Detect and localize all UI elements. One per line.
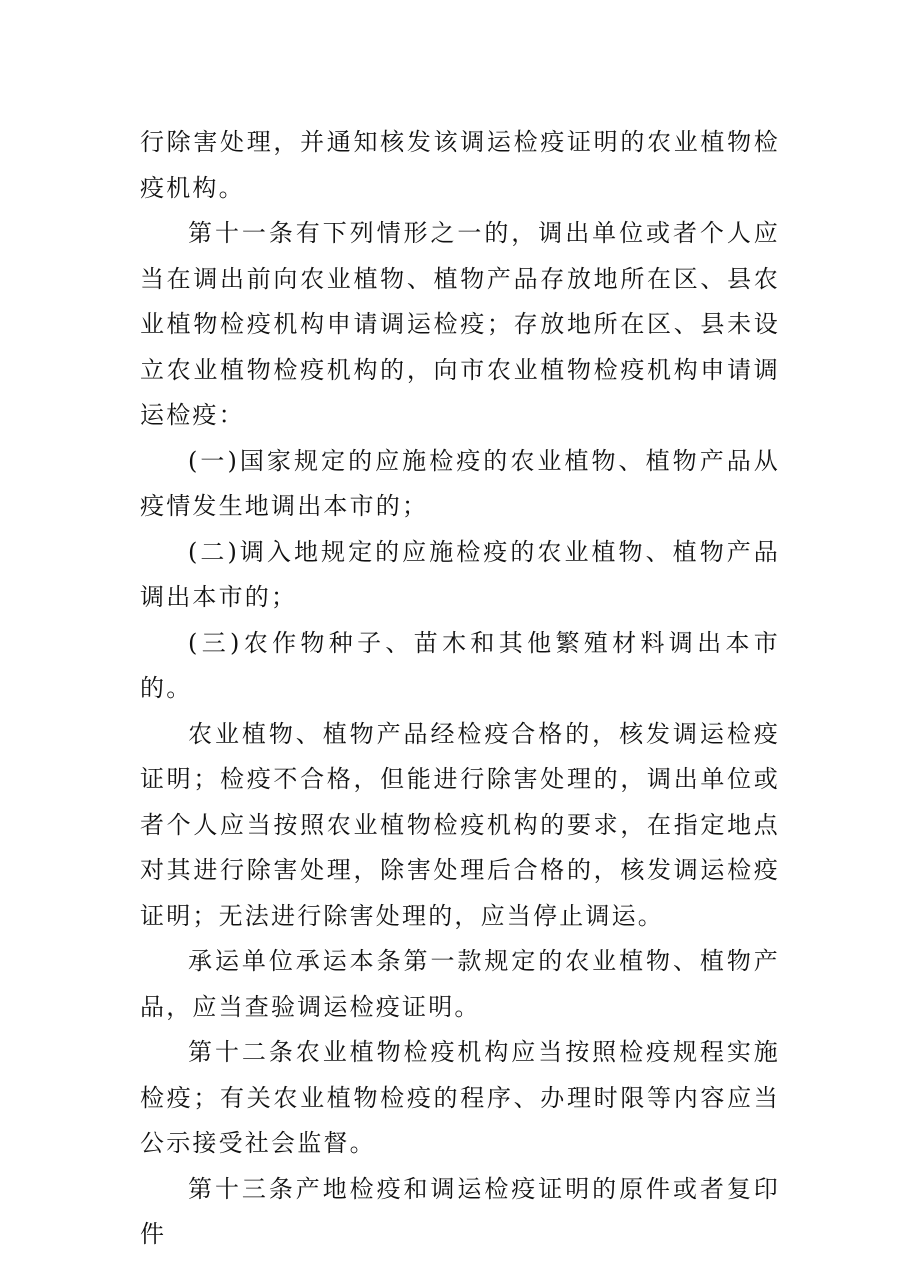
paragraph-article-13: 第十三条产地检疫和调运检疫证明的原件或者复印件 — [140, 1174, 780, 1248]
paragraph-item-2: (二)调入地规定的应施检疫的农业植物、植物产品调出本市的； — [140, 537, 780, 611]
paragraph-carrier: 承运单位承运本条第一款规定的农业植物、植物产品，应当查验调运检疫证明。 — [140, 947, 780, 1021]
paragraph-article-11: 第十一条有下列情形之一的，调出单位或者个人应当在调出前向农业植物、植物产品存放地所在区、县农业植物检疫机构申请调运检疫；存放地所在区、县未设立农业植物检疫机构的，向市农业植物检疫机构申请调运检疫： — [140, 219, 780, 429]
paragraph-1: 行除害处理，并通知核发该调运检疫证明的农业植物检疫机构。 — [140, 128, 780, 202]
paragraph-inspection-result: 农业植物、植物产品经检疫合格的，核发调运检疫证明；检疫不合格，但能进行除害处理的，调出单位或者个人应当按照农业植物检疫机构的要求，在指定地点对其进行除害处理，除害处理后合格的，核发调运检疫证明；无法进行除害处理的，应当停止调运。 — [140, 719, 780, 930]
paragraph-article-12: 第十二条农业植物检疫机构应当按照检疫规程实施检疫；有关农业植物检疫的程序、办理时限等内容应当公示接受社会监督。 — [140, 1038, 780, 1157]
document-page — [140, 120, 780, 1258]
paragraph-item-1: (一)国家规定的应施检疫的农业植物、植物产品从疫情发生地调出本市的； — [140, 446, 780, 520]
paragraph-item-3: (三)农作物种子、苗木和其他繁殖材料调出本市的。 — [140, 628, 780, 702]
